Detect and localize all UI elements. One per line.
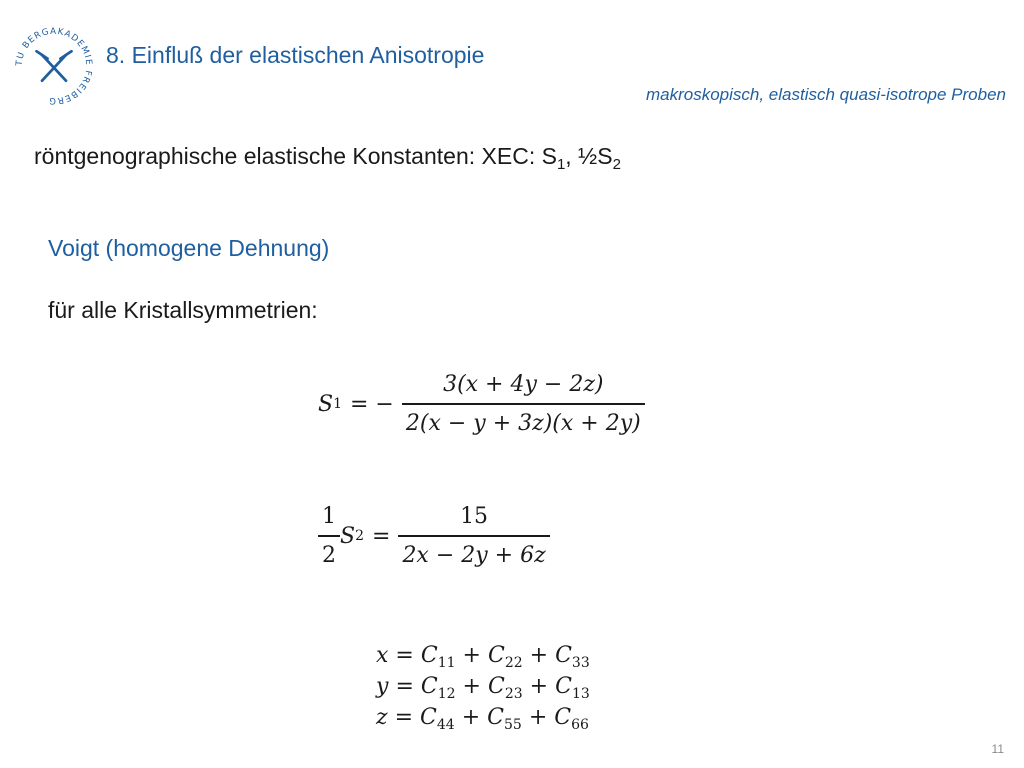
constant-index: 55 [503, 717, 522, 733]
variable-definitions [376, 640, 590, 733]
constant-index: 22 [504, 655, 523, 671]
constant-index: 11 [437, 655, 456, 671]
constant-symbol: C [420, 674, 438, 699]
s1-subscript: 1 [333, 396, 342, 412]
constant-symbol: C [487, 643, 505, 668]
voigt-heading: Voigt (homogene Dehnung) [48, 235, 330, 261]
s2-fraction [398, 504, 549, 568]
coefficient-denominator: 2 [318, 535, 340, 568]
page-number: 11 [991, 742, 1004, 756]
coefficient-numerator: 1 [322, 504, 336, 529]
definition-variable: x [376, 643, 389, 668]
logo-text: TU BERGAKADEMIE FREIBERG [14, 26, 94, 106]
s1-numerator: 3(x + 4y − 2z) [443, 372, 604, 397]
constant-index: 13 [571, 686, 590, 702]
symmetry-label: für alle Kristallsymmetrien: [48, 297, 318, 323]
definition-row-y: $y = C_{12} + C_{23} + C_{13}$ [376, 674, 590, 702]
half-coefficient [318, 504, 340, 568]
definition-variable: z [376, 705, 388, 730]
xec-middle: , ½S [565, 143, 613, 169]
slide-title: 8. Einfluß der elastischen Anisotropie [106, 42, 485, 68]
s2-formula [318, 504, 550, 568]
constant-symbol: C [487, 705, 504, 730]
constant-symbol: C [554, 705, 572, 730]
university-logo [8, 20, 100, 112]
constant-symbol: C [420, 643, 438, 668]
xec-prefix: röntgenographische elastische Konstanten: XEC: S [34, 143, 557, 169]
constant-index: 12 [437, 686, 456, 702]
s2-subscript: 2 [355, 528, 364, 544]
s1-equals: = − [350, 391, 394, 417]
s2-numerator: 15 [460, 504, 489, 529]
s1-symbol: S [318, 391, 334, 417]
definition-variable: y [376, 674, 389, 699]
constant-index: 23 [504, 686, 523, 702]
xec-line [34, 143, 621, 173]
s2-symbol: S [340, 523, 356, 549]
xec-s1-subscript: 1 [556, 156, 566, 173]
constant-symbol: C [487, 674, 505, 699]
s1-fraction [402, 372, 645, 436]
definition-row-x: $x = C_{11} + C_{22} + C_{33}$ [376, 643, 590, 671]
constant-index: 66 [571, 717, 589, 733]
constant-index: 44 [436, 717, 455, 733]
constant-symbol: C [555, 674, 572, 699]
definition-row-z: $z = C_{44} + C_{55} + C_{66}$ [376, 705, 589, 733]
s1-formula [318, 372, 645, 436]
slide-subtitle: makroskopisch, elastisch quasi-isotrope Proben [645, 85, 1006, 104]
hammer-and-pick-icon [37, 51, 72, 80]
s1-denominator: 2(x − y + 3z)(x + 2y) [402, 403, 645, 436]
constant-index: 33 [571, 655, 590, 671]
xec-s2-subscript: 2 [612, 156, 621, 173]
constant-symbol: C [420, 705, 437, 730]
constant-symbol: C [555, 643, 572, 668]
s2-equals: = [372, 523, 391, 549]
s2-denominator: 2x − 2y + 6z [398, 535, 549, 568]
